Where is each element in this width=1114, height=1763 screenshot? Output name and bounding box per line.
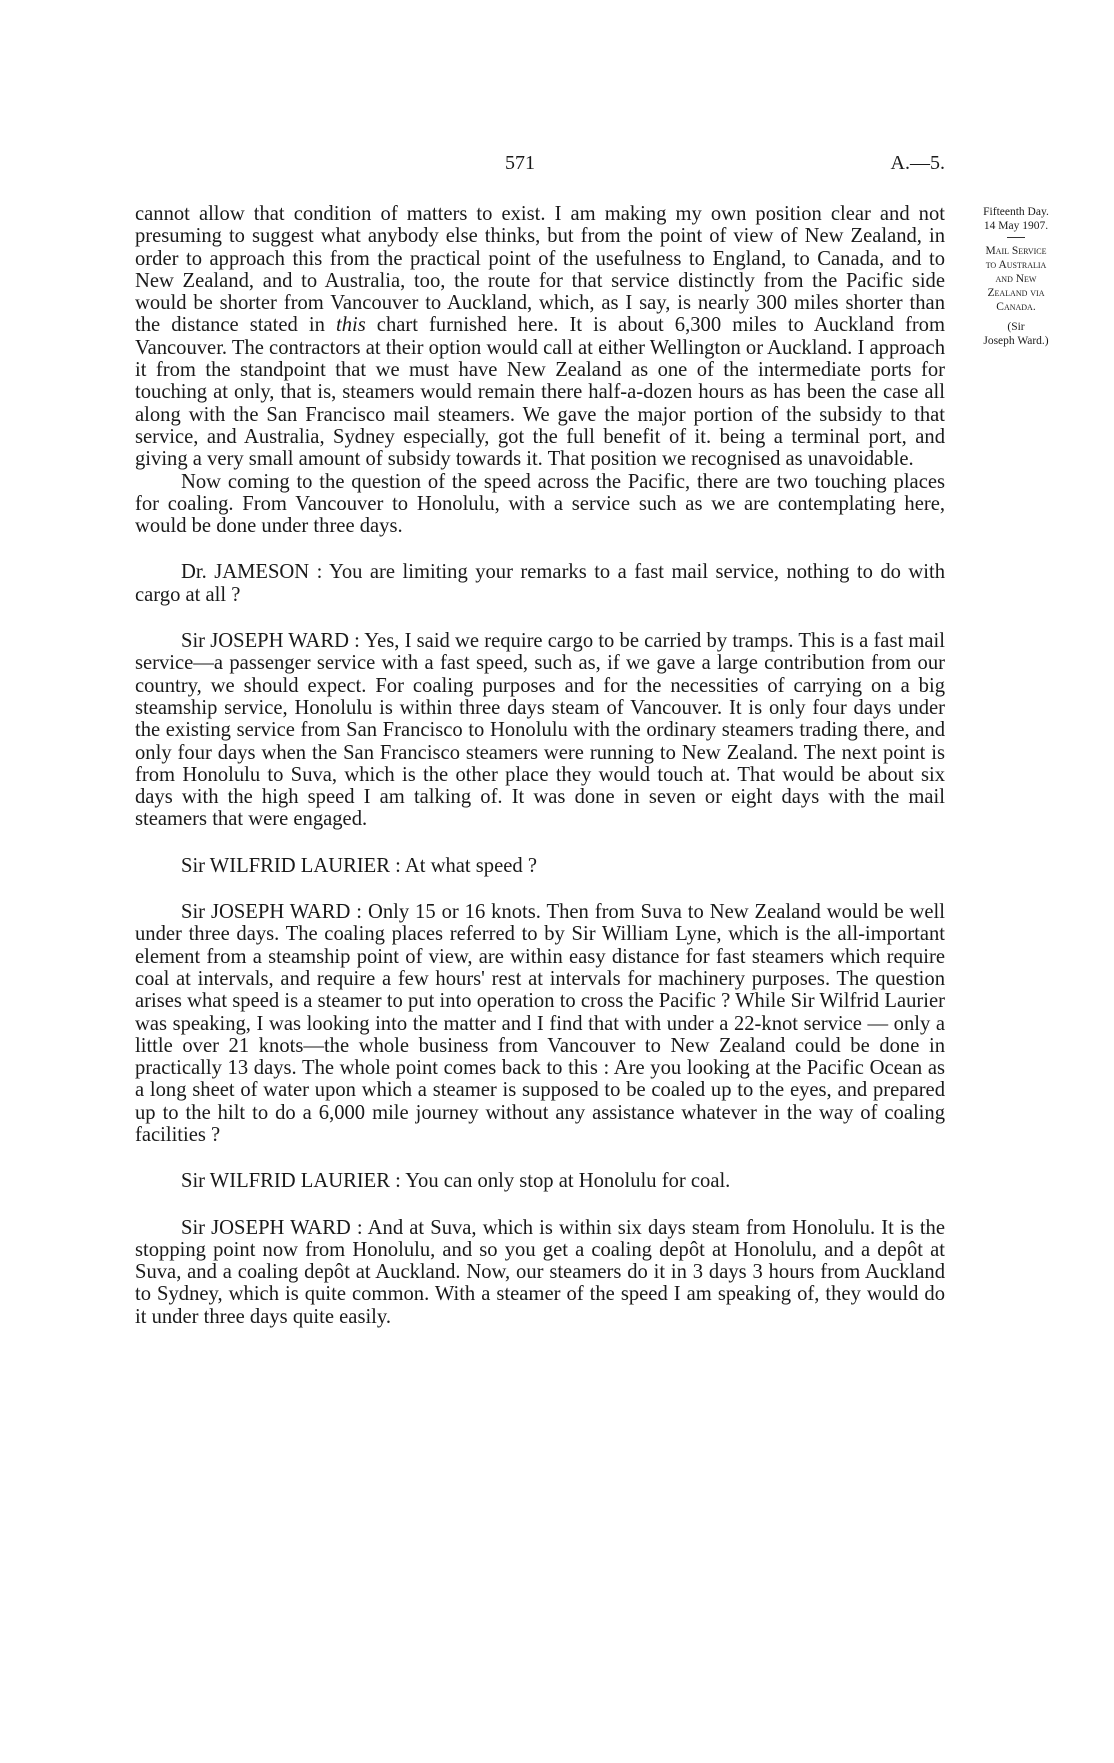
page-number: 571 bbox=[505, 152, 535, 174]
margin-date: 14 May 1907. bbox=[983, 220, 1049, 232]
speech-laurier-2: Sir WILFRID LAURIER : You can only stop at Honolulu for coal. bbox=[181, 1170, 731, 1193]
margin-topic-line: Canada. bbox=[996, 301, 1036, 313]
speech-ward-2: Sir JOSEPH WARD : Only 15 or 16 knots. Then from Suva to New Zealand would be well under three days. The coaling places referred to by Sir William Lyne, which is the all-important element from a steamship point of view, are within easy distance for fast steamers which require coal at intervals, and require a few hours' rest at intervals for machinery purposes. The question arises what speed is a steamer to put into operation to cross the Pacific ? While Sir Wilfrid Laurier was speaking, I was looking into the matter and I find that with under a 22-knot service — only a little over 21 knots—the whole business from Vancouver to New Zealand could be done in practically 13 days. The whole point comes back to this : Are you looking at the Pacific Ocean as a long sheet of water upon which a steamer is supposed to be coaled up to the eyes, and prepared up to the hilt to do a 6,000 mile journey without any assistance whatever in the way of coaling facilities ? bbox=[135, 901, 945, 1146]
paragraph-speed: Now coming to the question of the speed across the Pacific, there are two touching places for coaling. From Vancouver to Honolulu, with a service such as we are contemplating here, would be done under three days. bbox=[135, 470, 945, 538]
margin-topic-line: and New bbox=[995, 273, 1037, 285]
speech-jameson: Dr. JAMESON : You are limiting your remarks to a fast mail service, nothing to do with cargo at all ? bbox=[135, 561, 945, 606]
paragraph-text-continued: chart furnished here. It is about 6,300 miles to Auckland from Vancouver. The contractors at their option would call at either Wellington or Auckland. I approach it from the standpoint that we must have New Zealand as one of the intermediate ports for touching at only, that is, steamers would remain there half-a-dozen hours as has been the case all along with the San Francisco mail steamers. We gave the major portion of the subsidy to that service, and Australia, Sydney especially, got the full benefit of it. being a terminal port, and giving a very small amount of subsidy towards it. That position we recognised as unavoidable. bbox=[135, 314, 946, 471]
margin-divider bbox=[1007, 237, 1025, 238]
speech-laurier-1: Sir WILFRID LAURIER : At what speed ? bbox=[181, 854, 537, 877]
document-reference: A.—5. bbox=[890, 152, 945, 174]
margin-note bbox=[960, 205, 1072, 348]
margin-speaker-line: (Sir bbox=[1007, 321, 1025, 333]
margin-day: Fifteenth Day. bbox=[983, 206, 1049, 218]
body-text bbox=[135, 203, 945, 1328]
margin-topic-line: to Australia bbox=[985, 259, 1047, 271]
paragraph-continued bbox=[135, 203, 945, 471]
margin-topic-line: Mail Service bbox=[985, 245, 1047, 257]
emphasis-this: this bbox=[335, 314, 366, 337]
page-header bbox=[135, 152, 945, 182]
margin-speaker-line: Joseph Ward.) bbox=[983, 335, 1049, 347]
speech-ward-3: Sir JOSEPH WARD : And at Suva, which is within six days steam from Honolulu. It is the stopping point now from Honolulu, and so you get a coaling depôt at Honolulu, and a depôt at Suva, and a coaling depôt at Auckland. Now, our steamers do it in 3 days 3 hours from Auckland to Sydney, which is quite common. With a steamer of the speed I am speaking of, they would do it under three days quite easily. bbox=[135, 1216, 945, 1328]
paragraph-text: cannot allow that condition of matters to exist. I am making my own position clear and not presuming to suggest what anybody else thinks, but from the point of view of New Zealand, in order to approach this from the practical point of the usefulness to England, to Canada, and to New Zealand, and to Australia, too, the route for that service distinctly from the Pacific side would be shorter from Vancouver to Auckland, which, as I say, is nearly 300 miles shorter than the distance stated in bbox=[135, 203, 945, 337]
margin-topic-line: Zealand via bbox=[987, 287, 1045, 299]
speech-ward-1: Sir JOSEPH WARD : Yes, I said we require cargo to be carried by tramps. This is a fast mail service—a passenger service with a fast speed, such as, if we gave a large contribution from our country, we should expect. For coaling purposes and for the necessities of carrying on a big steamship service, Honolulu is within three days steam of Vancouver. It is only four days under the existing service from San Francisco to Honolulu with the ordinary steamers trading there, and only four days when the San Francisco steamers were running to New Zealand. The next point is from Honolulu to Suva, which is the other place they would touch at. That would be about six days with the high speed I am talking of. It was done in seven or eight days with the mail steamers that were engaged. bbox=[135, 630, 945, 831]
